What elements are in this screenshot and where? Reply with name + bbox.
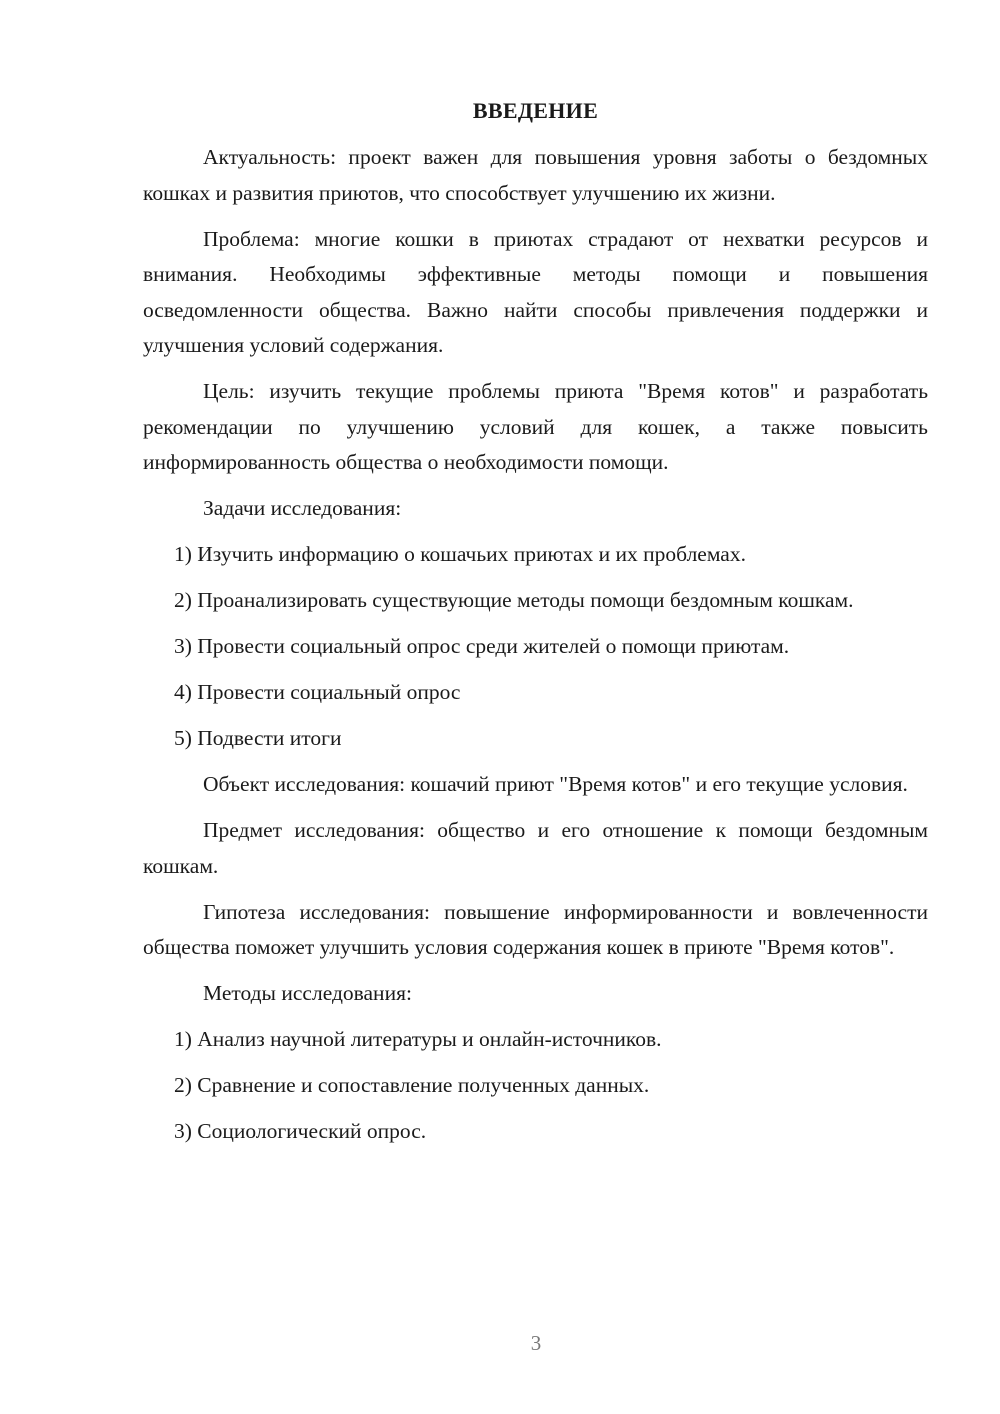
problem-paragraph: Проблема: многие кошки в приютах страдают от нехватки ресурсов и внимания. Необходимы эффективные методы помощи и повышения осведомленности общества. Важно найти способы привлечения поддержки и улучшения условий содержания. [143,226,928,357]
methods-heading: Методы исследования: [203,981,412,1005]
page-number: 3 [530,1331,542,1355]
hypothesis-paragraph: Гипотеза исследования: повышение информированности и вовлеченности общества поможет улучшить условия содержания кошек в приюте "Время котов". [143,899,928,959]
goal-paragraph: Цель: изучить текущие проблемы приюта "Время котов" и разработать рекомендации по улучшению условий для кошек, а также повысить информированность общества о необходимости помощи. [143,379,928,474]
task-item: 2) Проанализировать существующие методы помощи бездомным кошкам. [174,588,854,612]
task-item: 1) Изучить информацию о кошачьих приютах и их проблемах. [174,542,746,566]
section-title: ВВЕДЕНИЕ [472,98,599,123]
task-item: 5) Подвести итоги [174,726,342,750]
object-paragraph: Объект исследования: кошачий приют "Время котов" и его текущие условия. [203,772,908,796]
tasks-heading: Задачи исследования: [203,496,402,520]
subject-paragraph: Предмет исследования: общество и его отношение к помощи бездомным кошкам. [143,818,928,878]
page-content [143,96,928,1160]
method-item: 2) Сравнение и сопоставление полученных данных. [174,1073,650,1097]
method-item: 1) Анализ научной литературы и онлайн-источников. [174,1027,662,1051]
relevance-paragraph: Актуальность: проект важен для повышения уровня заботы о бездомных кошках и развития приютов, что способствует улучшению их жизни. [143,145,928,205]
task-item: 3) Провести социальный опрос среди жителей о помощи приютам. [174,634,790,658]
task-item: 4) Провести социальный опрос [174,680,461,704]
method-item: 3) Социологический опрос. [174,1119,427,1143]
